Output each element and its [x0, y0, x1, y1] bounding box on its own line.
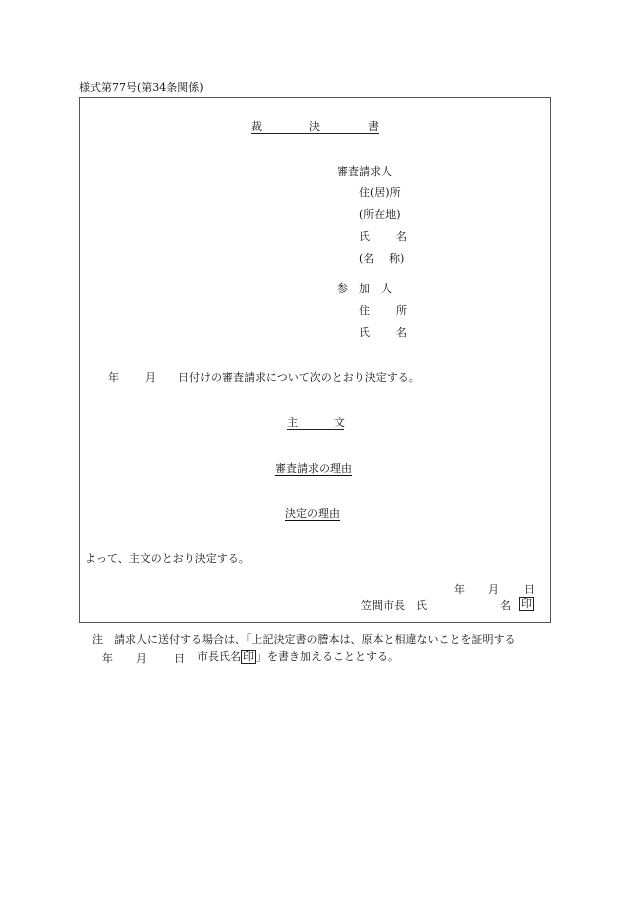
note-mayor-label: 市長氏名 [197, 650, 241, 663]
form-number: 様式第77号(第34条関係) [79, 81, 204, 94]
decision-month: 月 [145, 371, 156, 384]
main-text-underline [287, 429, 344, 430]
signature-title: 笠間市長 氏 [361, 599, 427, 612]
note-day: 日 [174, 652, 185, 665]
requester-location-label: (所在地) [359, 208, 401, 221]
participant-heading: 参 [337, 282, 348, 295]
signature-name-label: 名 [500, 599, 511, 612]
conclusion-text: よって、主文のとおり決定する。 [85, 552, 250, 565]
note-tail: 」を書き加えることとする。 [256, 650, 399, 663]
date-year: 年 [454, 583, 465, 596]
note-mayor [197, 650, 399, 664]
seal-box [519, 597, 534, 611]
note-line-1: 注 請求人に送付する場合は、「上記決定書の謄本は、原本と相違ないことを証明する [92, 633, 516, 646]
participant-address-label: 所 [396, 304, 407, 317]
seal-mark: 印 [521, 597, 532, 610]
decision-reason-heading: 決定の理由 [285, 507, 340, 520]
title-char: 決 [309, 120, 320, 133]
main-text-char: 文 [334, 416, 345, 429]
requester-title-label: 称) [389, 252, 405, 265]
note-year: 年 [102, 652, 113, 665]
note-month: 月 [136, 652, 147, 665]
form-box [79, 97, 551, 623]
participant-address-label: 住 [359, 304, 370, 317]
participant-name-label: 氏 [359, 326, 370, 339]
requester-name-label: 名 [396, 230, 407, 243]
participant-name-label: 名 [396, 326, 407, 339]
requester-heading: 審査請求人 [337, 165, 392, 178]
main-text-char: 主 [287, 416, 298, 429]
decision-text: 日付けの審査請求について次のとおり決定する。 [178, 371, 420, 384]
date-day: 日 [524, 583, 535, 596]
title-char: 書 [368, 120, 379, 133]
decision-year: 年 [108, 371, 119, 384]
date-month: 月 [488, 583, 499, 596]
request-reason-heading: 審査請求の理由 [275, 462, 352, 475]
participant-heading: 人 [381, 282, 392, 295]
note-seal-mark: 印 [243, 650, 254, 663]
title-char: 裁 [251, 120, 262, 133]
requester-title-label: (名 [359, 252, 375, 265]
participant-heading: 加 [359, 282, 370, 295]
title-underline [251, 133, 379, 134]
requester-address-label: 住(居)所 [359, 186, 401, 199]
requester-name-label: 氏 [359, 230, 370, 243]
